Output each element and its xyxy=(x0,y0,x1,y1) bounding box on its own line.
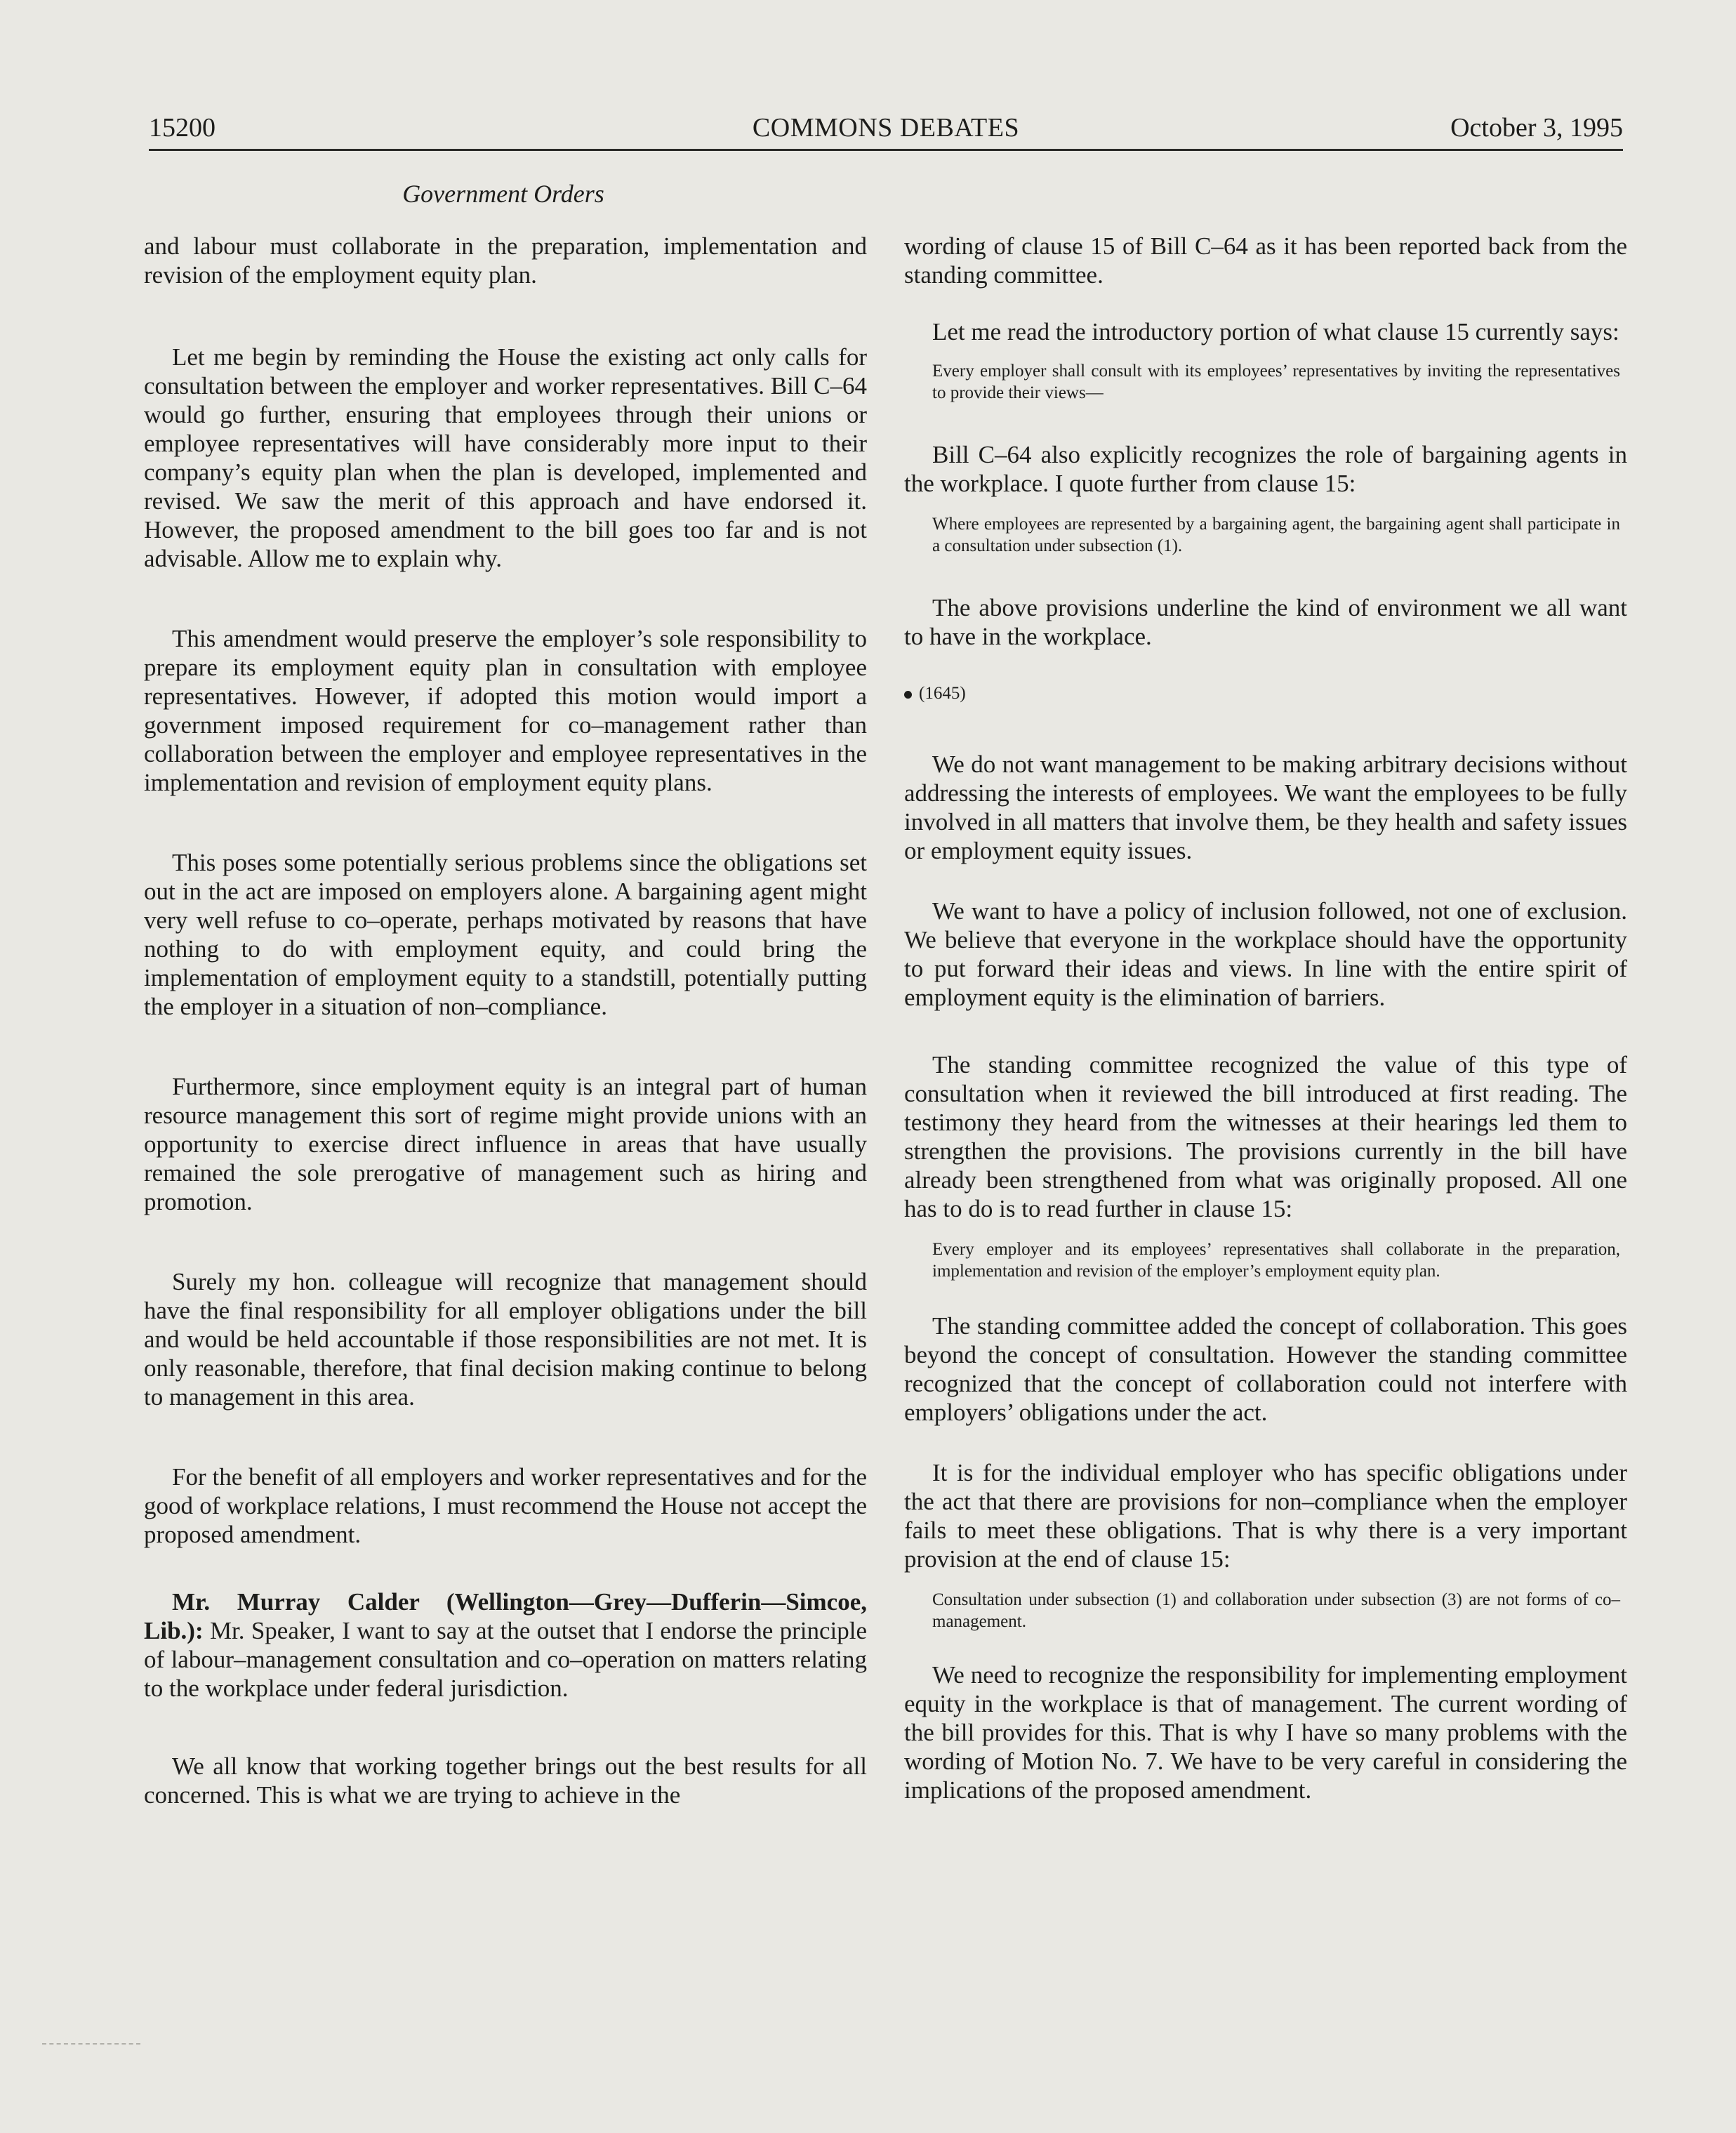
paragraph: The standing committee recognized the value of this type of consultation when it reviewed the bill introduced at first reading. The testimony they heard from the witnesses at their hearings led them to strengthen the provisions. The provisions currently in the bill have already been strengthened from what was originally proposed. All one has to do is to read further in clause 15: xyxy=(904,1051,1627,1222)
paragraph: Let me begin by reminding the House the existing act only calls for consultation between the employer and worker representatives. Bill C–64 would go further, ensuring that employees through their unions or employee representatives will have considerably more input to their company’s equity plan when the plan is developed, implemented and revised. We saw the merit of this approach and have endorsed it. However, the proposed amendment to the bill goes too far and is not advisable. Allow me to explain why. xyxy=(144,343,867,572)
paragraph: It is for the individual employer who has specific obligations under the act that there are provisions for non–compliance when the employer fails to meet these obligations. That is why there is a very important provision at the end of clause 15: xyxy=(904,1459,1627,1573)
paragraph: This amendment would preserve the employer’s sole responsibility to prepare its employment equity plan in consultation with employee representatives. However, if adopted this motion would import a government imposed requirement for co–management rather than collaboration between the employer and employee representatives in the implementation and revision of employment equity plans. xyxy=(144,625,867,796)
paragraph: The above provisions underline the kind of environment we all want to have in the workplace. xyxy=(904,594,1627,650)
paragraph: We need to recognize the responsibility for implementing employment equity in the workplace is that of management. The current wording of the bill provides for this. That is why I have so many problems with the wording of Motion No. 7. We have to be very careful in considering the implications of the proposed amendment. xyxy=(904,1661,1627,1804)
speaker-text: Mr. Speaker, I want to say at the outset that I endorse the principle of labour–management consultation and co–operation on matters relating to the workplace under federal jurisdiction. xyxy=(144,1617,868,1702)
header-rule xyxy=(149,149,1623,151)
paragraph: The standing committee added the concept of collaboration. This goes beyond the concept of consultation. However the standing committee recognized that the concept of collaboration could not interfere with employers’ obligations under the act. xyxy=(904,1312,1627,1426)
block-quote: Every employer and its employees’ representatives shall collaborate in the preparation, implementation and revision of the employer’s employment equity plan. xyxy=(932,1240,1620,1281)
scan-artifact xyxy=(42,2043,140,2046)
page-header xyxy=(149,107,1623,149)
publication-date: October 3, 1995 xyxy=(1450,113,1623,143)
paragraph: We all know that working together brings out the best results for all concerned. This is what we are trying to achieve in the xyxy=(144,1752,867,1809)
paragraph: Furthermore, since employment equity is an integral part of human resource management this sort of regime might provide unions with an opportunity to exercise direct influence in areas that have usually remained the sole prerogative of management such as hiring and promotion. xyxy=(144,1073,867,1215)
paragraph: and labour must collaborate in the preparation, implementation and revision of the employment equity plan. xyxy=(144,232,867,289)
block-quote: Every employer shall consult with its employees’ representatives by inviting the representatives to provide their views— xyxy=(932,362,1620,402)
section-title: Government Orders xyxy=(402,180,604,208)
publication-title: COMMONS DEBATES xyxy=(752,113,1020,143)
block-quote: Where employees are represented by a bargaining agent, the bargaining agent shall participate in a consultation under subsection (1). xyxy=(932,515,1620,555)
paragraph: For the benefit of all employers and worker representatives and for the good of workplace relations, I must recommend the House not accept the proposed amendment. xyxy=(144,1463,867,1548)
speaker-name: Mr. Murray Calder (Wellington—Grey—Dufferin—Simcoe, Lib.): xyxy=(144,1588,867,1644)
speaker-paragraph xyxy=(144,1587,867,1703)
paragraph: Bill C–64 also explicitly recognizes the role of bargaining agents in the workplace. I quote further from clause 15: xyxy=(904,441,1627,497)
paragraph: We want to have a policy of inclusion followed, not one of exclusion. We believe that everyone in the workplace should have the opportunity to put forward their ideas and views. In line with the entire spirit of employment equity is the elimination of barriers. xyxy=(904,897,1627,1011)
paragraph: We do not want management to be making arbitrary decisions without addressing the interests of employees. We want the employees to be fully involved in all matters that involve them, be they health and safety issues or employment equity issues. xyxy=(904,751,1627,864)
time-marker xyxy=(904,679,1627,708)
block-quote: Consultation under subsection (1) and collaboration under subsection (3) are not forms of co–management. xyxy=(932,1590,1620,1631)
paragraph: Let me read the introductory portion of what clause 15 currently says: xyxy=(932,318,1619,345)
left-column xyxy=(144,232,867,1861)
paragraph: This poses some potentially serious problems since the obligations set out in the act are imposed on employers alone. A bargaining agent might very well refuse to co–operate, perhaps motivated by reasons that have nothing to do with employment equity, and could bring the implementation of employment equity to a standstill, potentially putting the employer in a situation of non–compliance. xyxy=(144,849,867,1020)
paragraph: Surely my hon. colleague will recognize that management should have the final responsibility for all employer obligations under the bill and would be held accountable if those responsibilities are not met. It is only reasonable, therefore, that final decision making continue to belong to management in this area. xyxy=(144,1268,867,1411)
paragraph: wording of clause 15 of Bill C–64 as it has been reported back from the standing committee. xyxy=(904,232,1627,289)
time-marker-label: (1645) xyxy=(919,684,966,703)
bullet-icon xyxy=(904,691,912,699)
right-column xyxy=(904,232,1627,1856)
page-number: 15200 xyxy=(149,113,216,143)
